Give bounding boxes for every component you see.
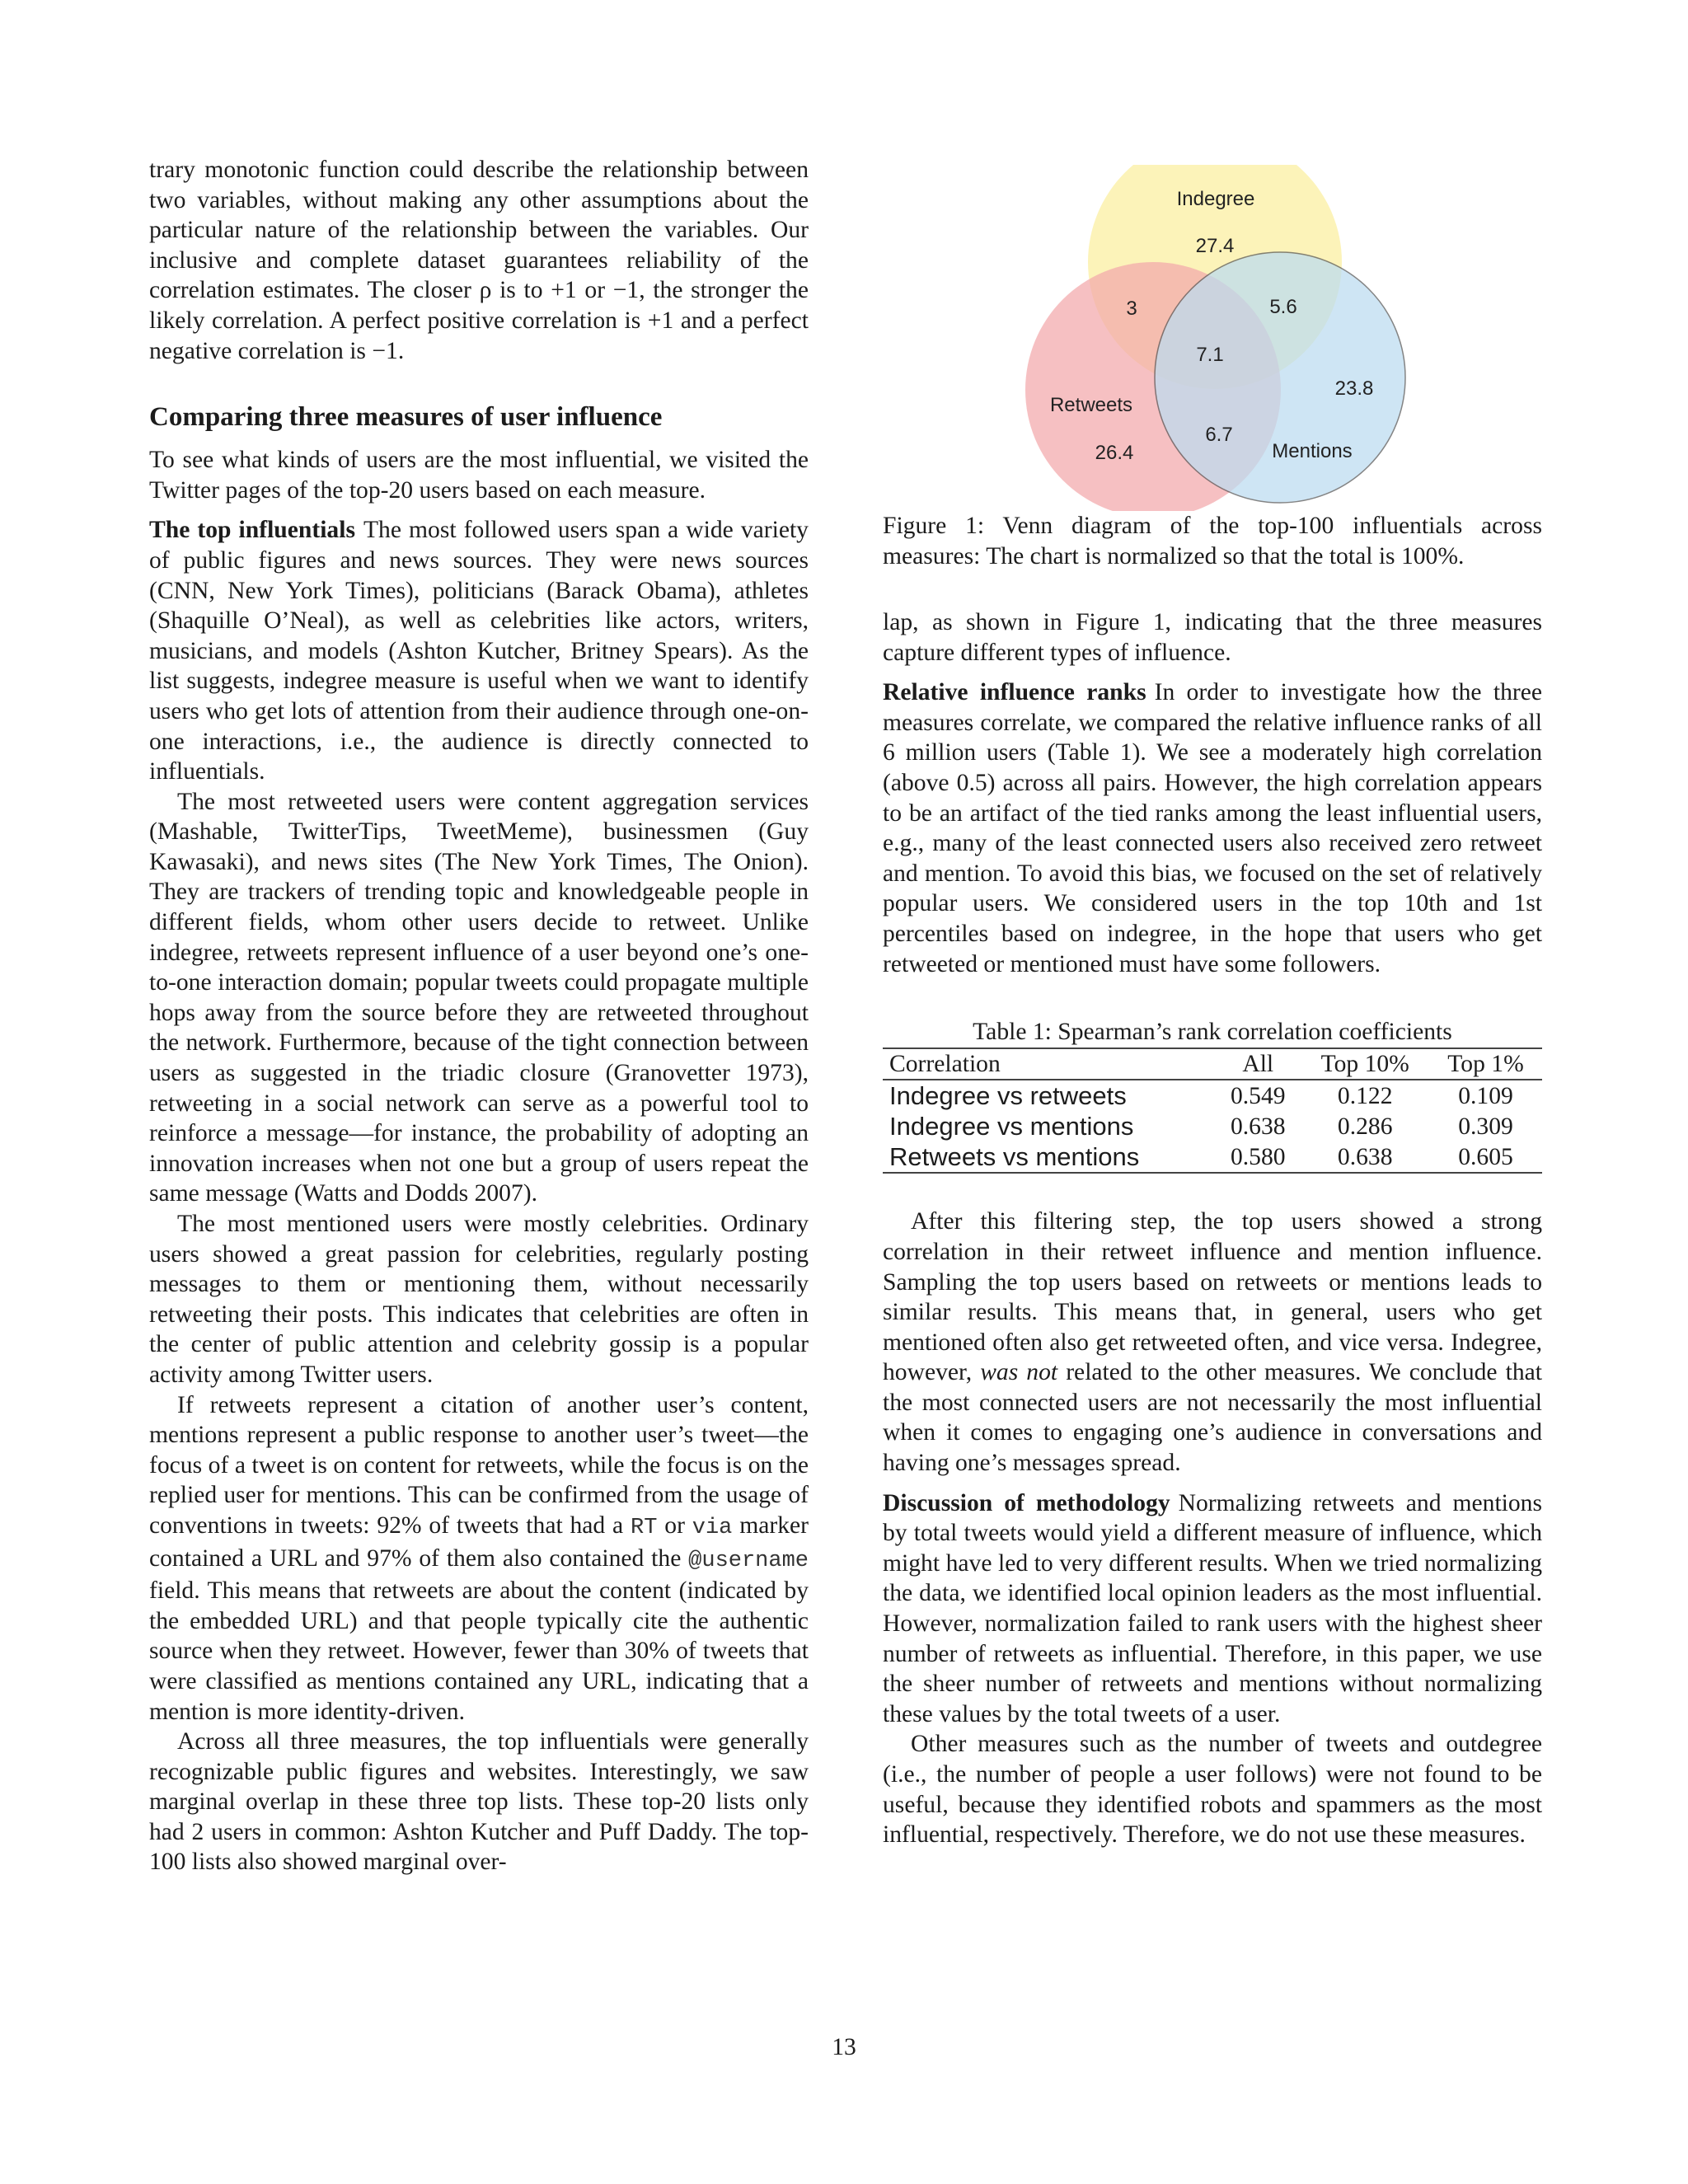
- value-retweets-mentions: 6.7: [1205, 424, 1233, 446]
- text-citation-c: marker contained a URL and 97% of them also contained the: [149, 1511, 809, 1572]
- page-number: 13: [832, 2034, 856, 2060]
- text-filtering-a: After this filtering step, the top users showed a strong correlation in their retweet influence and mention influence. Sampling the top users based on retweets or mentions leads to similar results. This means that, in general, users who get mentioned often also get retweeted often, and vice versa. Indegree, however,: [883, 1208, 1542, 1386]
- table-header: All: [1215, 1048, 1301, 1080]
- paragraph-intro: To see what kinds of users are the most influential, we visited the Twitter pages of the top-20 users based on each measure.: [149, 447, 809, 504]
- paragraph-filtering: [883, 1207, 1542, 1478]
- table-cell: 0.549: [1230, 1082, 1286, 1109]
- text-top-influentials: The most followed users span a wide variety of public figures and news sources. They were news sources (CNN, New York Times), politicians (Barack Obama), athletes (Shaquille O’Neal), as well as celebrities like actors, writers, musicians, and models (Ashton Kutcher, Britney Spears). As the list suggests, indegree measure is useful when we want to identify users who get lots of attention from their audience through one-on-one interactions, i.e., the audience is directly connected to influentials.: [149, 517, 809, 785]
- table-cell: 0.309: [1458, 1113, 1513, 1140]
- label-indegree: Indegree: [1176, 188, 1255, 210]
- runin-heading-relative-ranks: Relative influence ranks: [883, 679, 1146, 706]
- label-mentions: Mentions: [1272, 440, 1353, 462]
- venn-diagram: [1014, 165, 1426, 511]
- text-citation-d: field. This means that retweets are about the content (indicated by the embedded URL) and that people typically cite the authentic source when they retweet. However, fewer than 30% of tweets that were classified as mentions contained any URL, indicating that a mention is more identity-driven.: [149, 1577, 809, 1725]
- spearman-table: [883, 1047, 1542, 1174]
- table-cell: Indegree vs mentions: [889, 1111, 1134, 1141]
- table-header: Top 10%: [1301, 1048, 1429, 1080]
- paragraph-overlap: lap, as shown in Figure 1, indicating that the three measures capture different types of influence.: [883, 609, 1542, 666]
- text-filtering-emphasis: was not: [980, 1359, 1058, 1386]
- table-row: [883, 1080, 1542, 1111]
- label-retweets: Retweets: [1049, 394, 1133, 416]
- runin-heading-top-influentials: The top influentials: [149, 517, 355, 544]
- paragraph-citation: [149, 1390, 809, 1727]
- table-cell: 0.122: [1337, 1082, 1393, 1109]
- table-header-row: [883, 1048, 1542, 1080]
- table-row: [883, 1111, 1542, 1141]
- text-filtering-b: related to the other measures. We conclude that the most connected users are not necessarily the most influential when it comes to engaging one’s audience in conversations and having one’s messages spread.: [883, 1359, 1542, 1477]
- value-indegree-mentions: 5.6: [1269, 296, 1297, 318]
- text-citation-b: or: [664, 1511, 685, 1539]
- figure-caption: Figure 1: Venn diagram of the top-100 influentials across measures: The chart is normalized so that the total is 100%.: [883, 513, 1542, 569]
- paragraph-mentioned: The most mentioned users were mostly celebrities. Ordinary users showed a great passion for celebrities, regularly posting messages to them or mentioning them, without necessarily retweeting their posts. This indicates that celebrities are often in the center of public attention and celebrity gossip is a popular activity among Twitter users.: [149, 1211, 809, 1388]
- paragraph-top-influentials: [149, 515, 809, 786]
- paragraph-methodology: [883, 1488, 1542, 1730]
- table-header: Correlation: [883, 1048, 1215, 1080]
- paragraph-continuation: trary monotonic function could describe the relationship between two variables, without making any other assumptions about the particular nature of the relationship between the variables. Our inclusive and complete dataset guarantees reliability of the correlation estimates. The closer ρ is to +1 or −1, the stronger the likely correlation. A perfect positive correlation is +1 and a perfect negative correlation is −1.: [149, 157, 809, 364]
- runin-heading-methodology: Discussion of methodology: [883, 1489, 1170, 1516]
- table-cell: 0.286: [1337, 1113, 1393, 1140]
- paragraph-relative-ranks: [883, 677, 1542, 979]
- value-indegree-retweets: 3: [1126, 298, 1137, 320]
- value-retweets-only: 26.4: [1095, 442, 1134, 464]
- table-cell: 0.605: [1429, 1141, 1542, 1173]
- text-citation-a: If retweets represent a citation of another user’s content, mentions represent a public response to another user’s tweet—the focus of a tweet is on content for retweets, while the focus is on the replied user for mentions. This can be confirmed from the usage of conventions in tweets: 92% of tweets that had a: [149, 1391, 809, 1539]
- table-cell: 0.638: [1301, 1141, 1429, 1173]
- table-cell: 0.109: [1458, 1082, 1513, 1109]
- paragraph-across-measures: Across all three measures, the top influentials were generally recognizable public figures and websites. Interestingly, we saw marginal overlap in these three top lists. These top-20 lists only had 2 users in common: Ashton Kutcher and Puff Daddy. The top-100 lists also showed marginal over-: [149, 1728, 809, 1876]
- text-methodology: Normalizing retweets and mentions by total tweets would yield a different measure of influence, which might have led to very different results. When we tried normalizing the data, we identified local opinion leaders as the most influential. However, normalization failed to rank users with the highest sheer number of retweets as influential. Therefore, in this paper, we use the sheer number of retweets and mentions without normalizing these values by the total tweets of a user.: [883, 1489, 1542, 1727]
- code-username: @username: [688, 1548, 809, 1573]
- right-column: [883, 607, 1542, 1850]
- table-cell: 0.638: [1230, 1113, 1286, 1140]
- table-cell: Retweets vs mentions: [883, 1141, 1215, 1173]
- value-indegree-only: 27.4: [1195, 235, 1235, 257]
- table-cell: Indegree vs retweets: [889, 1080, 1127, 1110]
- table-cell: 0.580: [1215, 1141, 1301, 1173]
- value-all-three: 7.1: [1196, 344, 1224, 366]
- code-via: via: [692, 1515, 733, 1540]
- table-row: [883, 1141, 1542, 1173]
- table-header: Top 1%: [1429, 1048, 1542, 1080]
- left-column: [149, 155, 809, 1877]
- code-rt: RT: [631, 1515, 658, 1540]
- value-mentions-only: 23.8: [1334, 377, 1374, 400]
- section-heading: Comparing three measures of user influence: [149, 402, 663, 433]
- paragraph-other-measures: Other measures such as the number of tweets and outdegree (i.e., the number of people a user follows) were not found to be useful, because they identified robots and spammers as the most influential, respectively. Therefore, we do not use these measures.: [883, 1731, 1542, 1849]
- paragraph-retweeted: The most retweeted users were content aggregation services (Mashable, TwitterTips, TweetMeme), businessmen (Guy Kawasaki), and news sites (The New York Times, The Onion). They are trackers of trending topic and knowledgeable people in different fields, whom other users decide to retweet. Unlike indegree, retweets represent influence of a user beyond one’s one-to-one interaction domain; popular tweets could propagate multiple hops away from the source before they are retweeted throughout the network. Furthermore, because of the tight connection between users as suggested in the triadic closure (Granovetter 1973), retweeting in a social network can serve as a powerful tool to reinforce a message—for instance, the probability of adopting an innovation increases when not one but a group of users repeat the same message (Watts and Dodds 2007).: [149, 788, 809, 1207]
- text-relative-ranks: In order to investigate how the three measures correlate, we compared the relative influence ranks of all 6 million users (Table 1). We see a moderately high correlation (above 0.5) across all pairs. However, the high correlation appears to be an artifact of the tied ranks among the least influential users, e.g., many of the least connected users also received zero retweet and mention. To avoid this bias, we focused on the set of relatively popular users. We considered users in the top 10th and 1st percentiles based on indegree, in the hope that users who get retweeted or mentioned must have some followers.: [883, 679, 1542, 977]
- table-caption: Table 1: Spearman’s rank correlation coefficients: [973, 1019, 1452, 1046]
